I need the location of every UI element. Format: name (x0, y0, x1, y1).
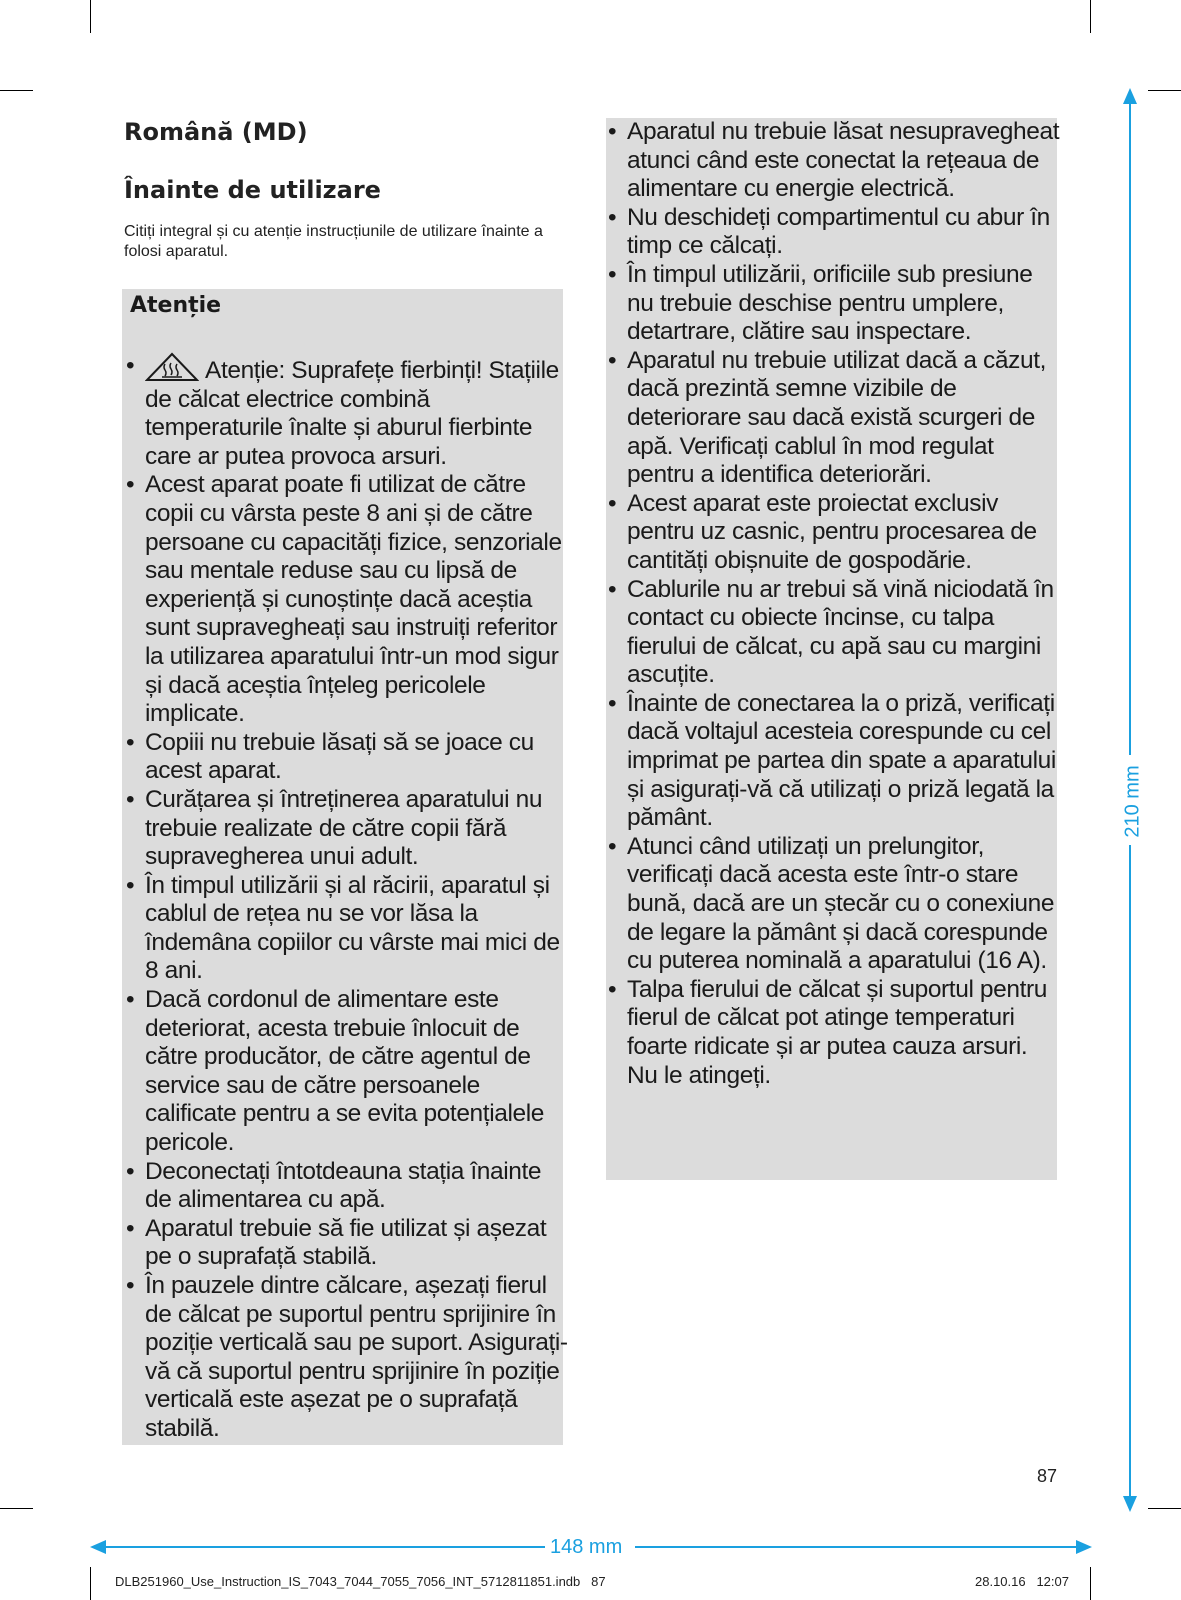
list-item: • Aparatul trebuie să fie utilizat și așezat pe o suprafață stabilă. (126, 1215, 572, 1272)
section-heading: Înainte de utilizare (124, 176, 381, 204)
list-item: • Înainte de conectarea la o priză, verificați dacă voltajul acesteia corespunde cu cel imprimat pe partea din spate a aparatului și asigurați-vă că utilizați o priză legată la pământ. (608, 690, 1063, 833)
list-item: • Atunci când utilizați un prelungitor, verificați dacă acesta este într-o stare bună, dacă are un ștecăr cu o conexiune de legare la pământ și dacă corespunde cu puterea nominală a aparatului (16 A). (608, 833, 1063, 976)
list-item: • Aparatul nu trebuie utilizat dacă a căzut, dacă prezintă semne vizibile de deteriorare sau dacă există scurgeri de apă. Verificați cablul în mod regulat pentru a identifica deteriorări. (608, 347, 1063, 490)
list-item: • Atenție: Suprafețe fierbinți! Stațiile de călcat electrice combină temperaturile înalte și aburul fierbinte care ar putea provoca arsuri. (126, 352, 572, 471)
warning-box-title: Atenție (130, 293, 222, 318)
hot-surface-warning-icon (145, 352, 199, 382)
intro-text: Citiți integral și cu atenție instrucțiunile de utilizare înainte a folosi aparatul. (124, 223, 543, 260)
list-item: • În pauzele dintre călcare, așezați fierul de călcat pe suportul pentru sprijinire în poziție verticală sau pe suport. Asigurați-vă că suportul pentru sprijinire în poziție verticală este așezat pe o suprafață stabilă. (126, 1272, 572, 1444)
list-item: • Dacă cordonul de alimentare este deteriorat, acesta trebuie înlocuit de către producător, de către agentul de service sau de către persoanele calificate pentru a se evita potențialele pericole. (126, 986, 572, 1158)
list-item: • Cablurile nu ar trebui să vină niciodată în contact cu obiecte încinse, cu talpa fierului de călcat, cu apă sau cu margini ascuțite. (608, 576, 1063, 690)
list-item: • În timpul utilizării, orificiile sub presiune nu trebuie deschise pentru umplere, detartrare, clătire sau inspectare. (608, 261, 1063, 347)
safety-list-right (608, 118, 1063, 1090)
safety-list-left (126, 352, 572, 1444)
dimension-height-label: 210 mm (1121, 765, 1144, 838)
print-slug-filename: DLB251960_Use_Instruction_IS_7043_7044_7055_7056_INT_5712811851.indb 87 (115, 1574, 606, 1589)
list-item: • Nu deschideți compartimentul cu abur în timp ce călcați. (608, 204, 1063, 261)
list-item: • Deconectați întotdeauna stația înainte de alimentarea cu apă. (126, 1158, 572, 1215)
list-item: • Curățarea și întreținerea aparatului nu trebuie realizate de către copii fără supravegherea unui adult. (126, 786, 572, 872)
language-heading: Română (MD) (124, 118, 308, 146)
list-item: • Aparatul nu trebuie lăsat nesupravegheat atunci când este conectat la rețeaua de alimentare cu energie electrică. (608, 118, 1063, 204)
dimension-width-label: 148 mm (550, 1536, 623, 1558)
list-item: • Talpa fierului de călcat și suportul pentru fierul de călcat pot atinge temperaturi foarte ridicate și ar putea cauza arsuri. Nu le atingeți. (608, 976, 1063, 1090)
list-item: • În timpul utilizării și al răcirii, aparatul și cablul de rețea nu se vor lăsa la îndemâna copiilor cu vârste mai mici de 8 ani. (126, 872, 572, 986)
list-item: • Acest aparat poate fi utilizat de către copii cu vârsta peste 8 ani și de către persoane cu capacități fizice, senzoriale sau mentale reduse sau cu lipsă de experiență și cunoștințe dacă aceștia sunt supravegheați sau instruiți referitor la utilizarea aparatului într-un mod sigur și dacă aceștia înțeleg pericolele implicate. (126, 471, 572, 728)
page-number: 87 (1037, 1466, 1058, 1486)
print-slug-timestamp: 28.10.16 12:07 (975, 1574, 1069, 1589)
list-item: • Copiii nu trebuie lăsați să se joace cu acest aparat. (126, 729, 572, 786)
list-item: • Acest aparat este proiectat exclusiv pentru uz casnic, pentru procesarea de cantități obișnuite de gospodărie. (608, 490, 1063, 576)
